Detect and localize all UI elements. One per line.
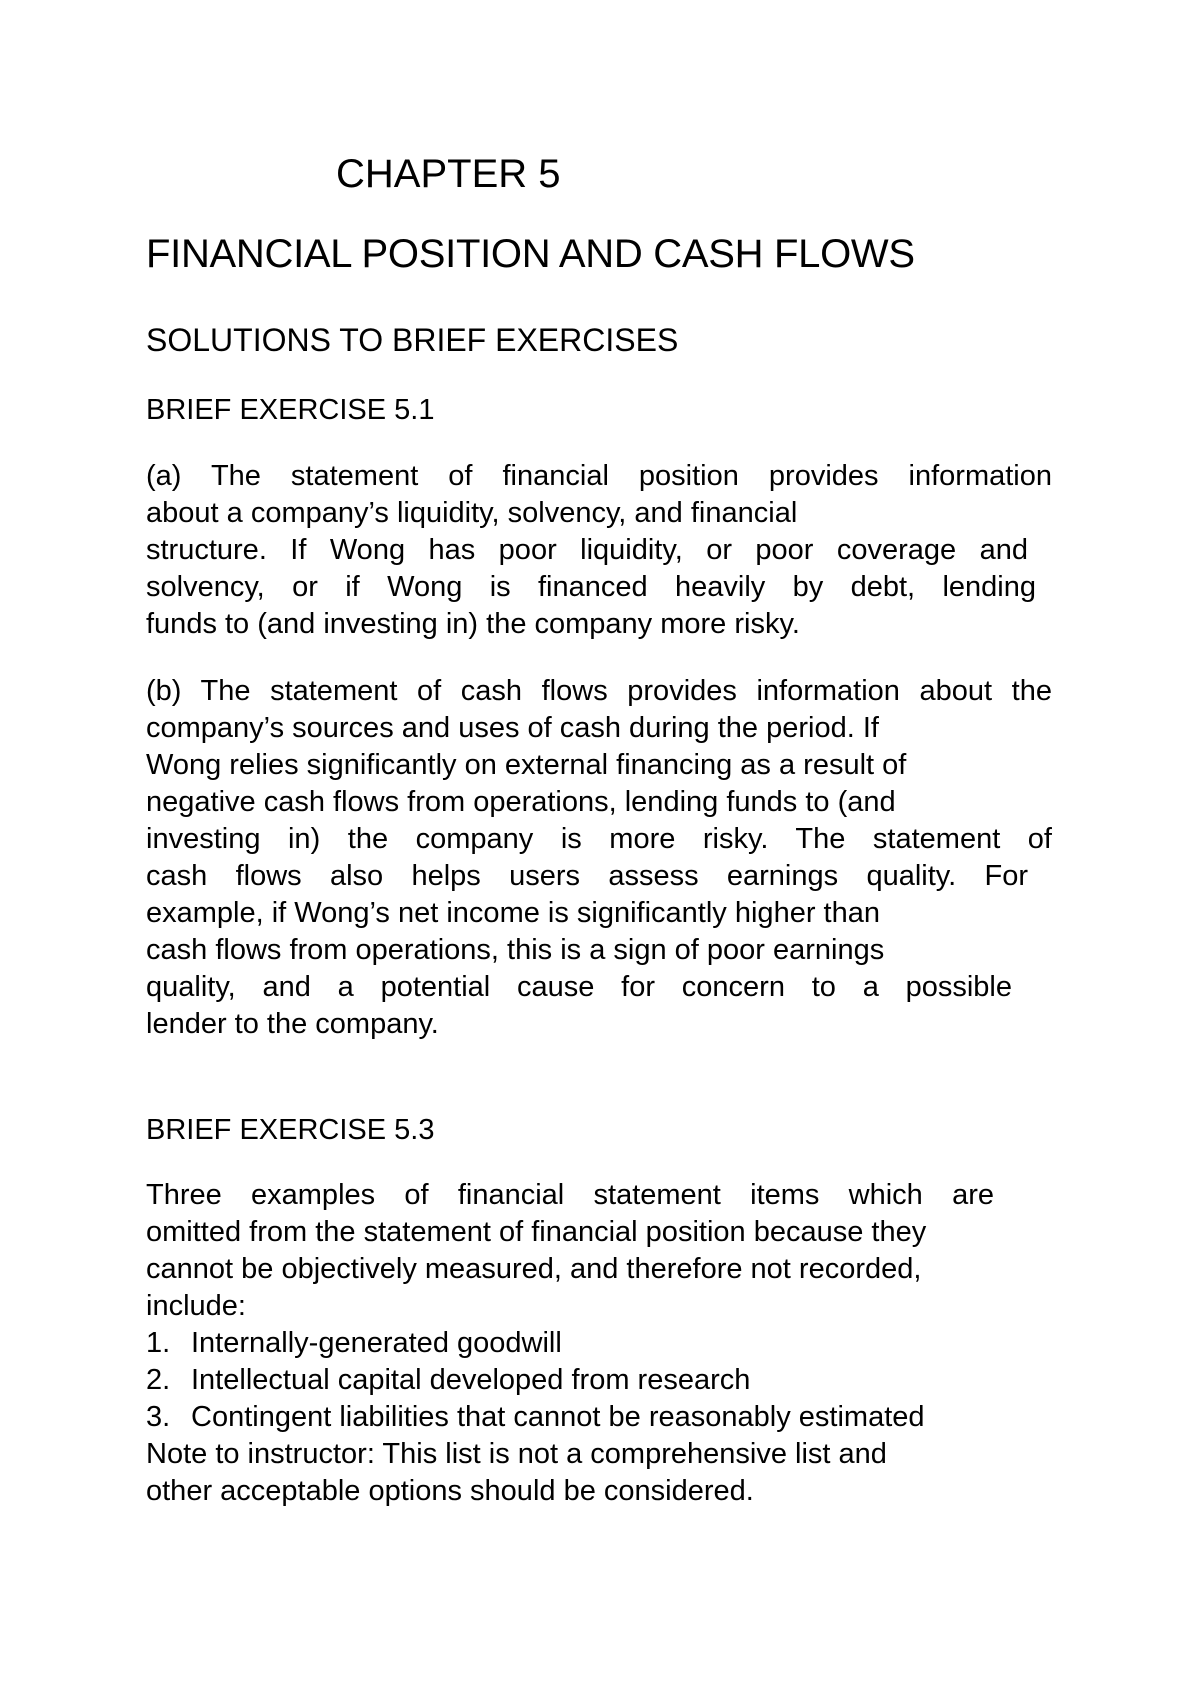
part-a-line: about a company’s liquidity, solvency, and financial [146, 497, 798, 529]
part-b-line: negative cash flows from operations, lending funds to (and [146, 786, 896, 818]
exercise-5-1-part-a [146, 458, 1052, 643]
part-b-line: cash flows from operations, this is a sign of poor earnings [146, 934, 885, 966]
part-a-line: (a) The statement of financial position provides information [146, 460, 1052, 492]
part-a-line: solvency, or if Wong is financed heavily by debt, lending [146, 571, 1036, 603]
list-item-number: 1. [146, 1327, 171, 1359]
section-heading: SOLUTIONS TO BRIEF EXERCISES [146, 322, 679, 358]
list-item-text: Intellectual capital developed from research [191, 1364, 751, 1396]
exercise-5-3-heading: BRIEF EXERCISE 5.3 [146, 1114, 435, 1146]
list-item-text: Contingent liabilities that cannot be reasonably estimated [191, 1401, 925, 1433]
list-item [146, 1362, 1052, 1399]
part-a-line: funds to (and investing in) the company more risky. [146, 608, 800, 640]
intro-line: include: [146, 1290, 246, 1322]
exercise-5-3-intro [146, 1177, 1052, 1325]
list-item-number: 2. [146, 1364, 171, 1396]
part-a-line: structure. If Wong has poor liquidity, or poor coverage and [146, 534, 1028, 566]
part-b-line: cash flows also helps users assess earnings quality. For [146, 860, 1028, 892]
part-b-line: Wong relies significantly on external financing as a result of [146, 749, 907, 781]
list-item [146, 1325, 1052, 1362]
part-b-line: quality, and a potential cause for concern to a possible [146, 971, 1012, 1003]
list-item-text: Internally-generated goodwill [191, 1327, 562, 1359]
part-b-line: lender to the company. [146, 1008, 439, 1040]
part-b-line: investing in) the company is more risky. The statement of [146, 823, 1052, 855]
exercise-5-1-part-b [146, 673, 1052, 1043]
instructor-note [146, 1436, 1052, 1510]
note-line: Note to instructor: This list is not a comprehensive list and [146, 1438, 887, 1470]
list-item [146, 1399, 1052, 1436]
part-b-line: example, if Wong’s net income is significantly higher than [146, 897, 880, 929]
exercise-5-1-heading: BRIEF EXERCISE 5.1 [146, 394, 435, 426]
omitted-items-list [146, 1325, 1052, 1436]
note-line: other acceptable options should be considered. [146, 1475, 754, 1507]
list-item-number: 3. [146, 1401, 171, 1433]
chapter-heading: CHAPTER 5 [336, 152, 561, 196]
intro-line: Three examples of financial statement items which are [146, 1179, 994, 1211]
intro-line: cannot be objectively measured, and therefore not recorded, [146, 1253, 922, 1285]
intro-line: omitted from the statement of financial position because they [146, 1216, 927, 1248]
page-title: FINANCIAL POSITION AND CASH FLOWS [146, 232, 915, 276]
part-b-line: (b) The statement of cash flows provides information about the [146, 675, 1052, 707]
part-b-line: company’s sources and uses of cash during the period. If [146, 712, 879, 744]
